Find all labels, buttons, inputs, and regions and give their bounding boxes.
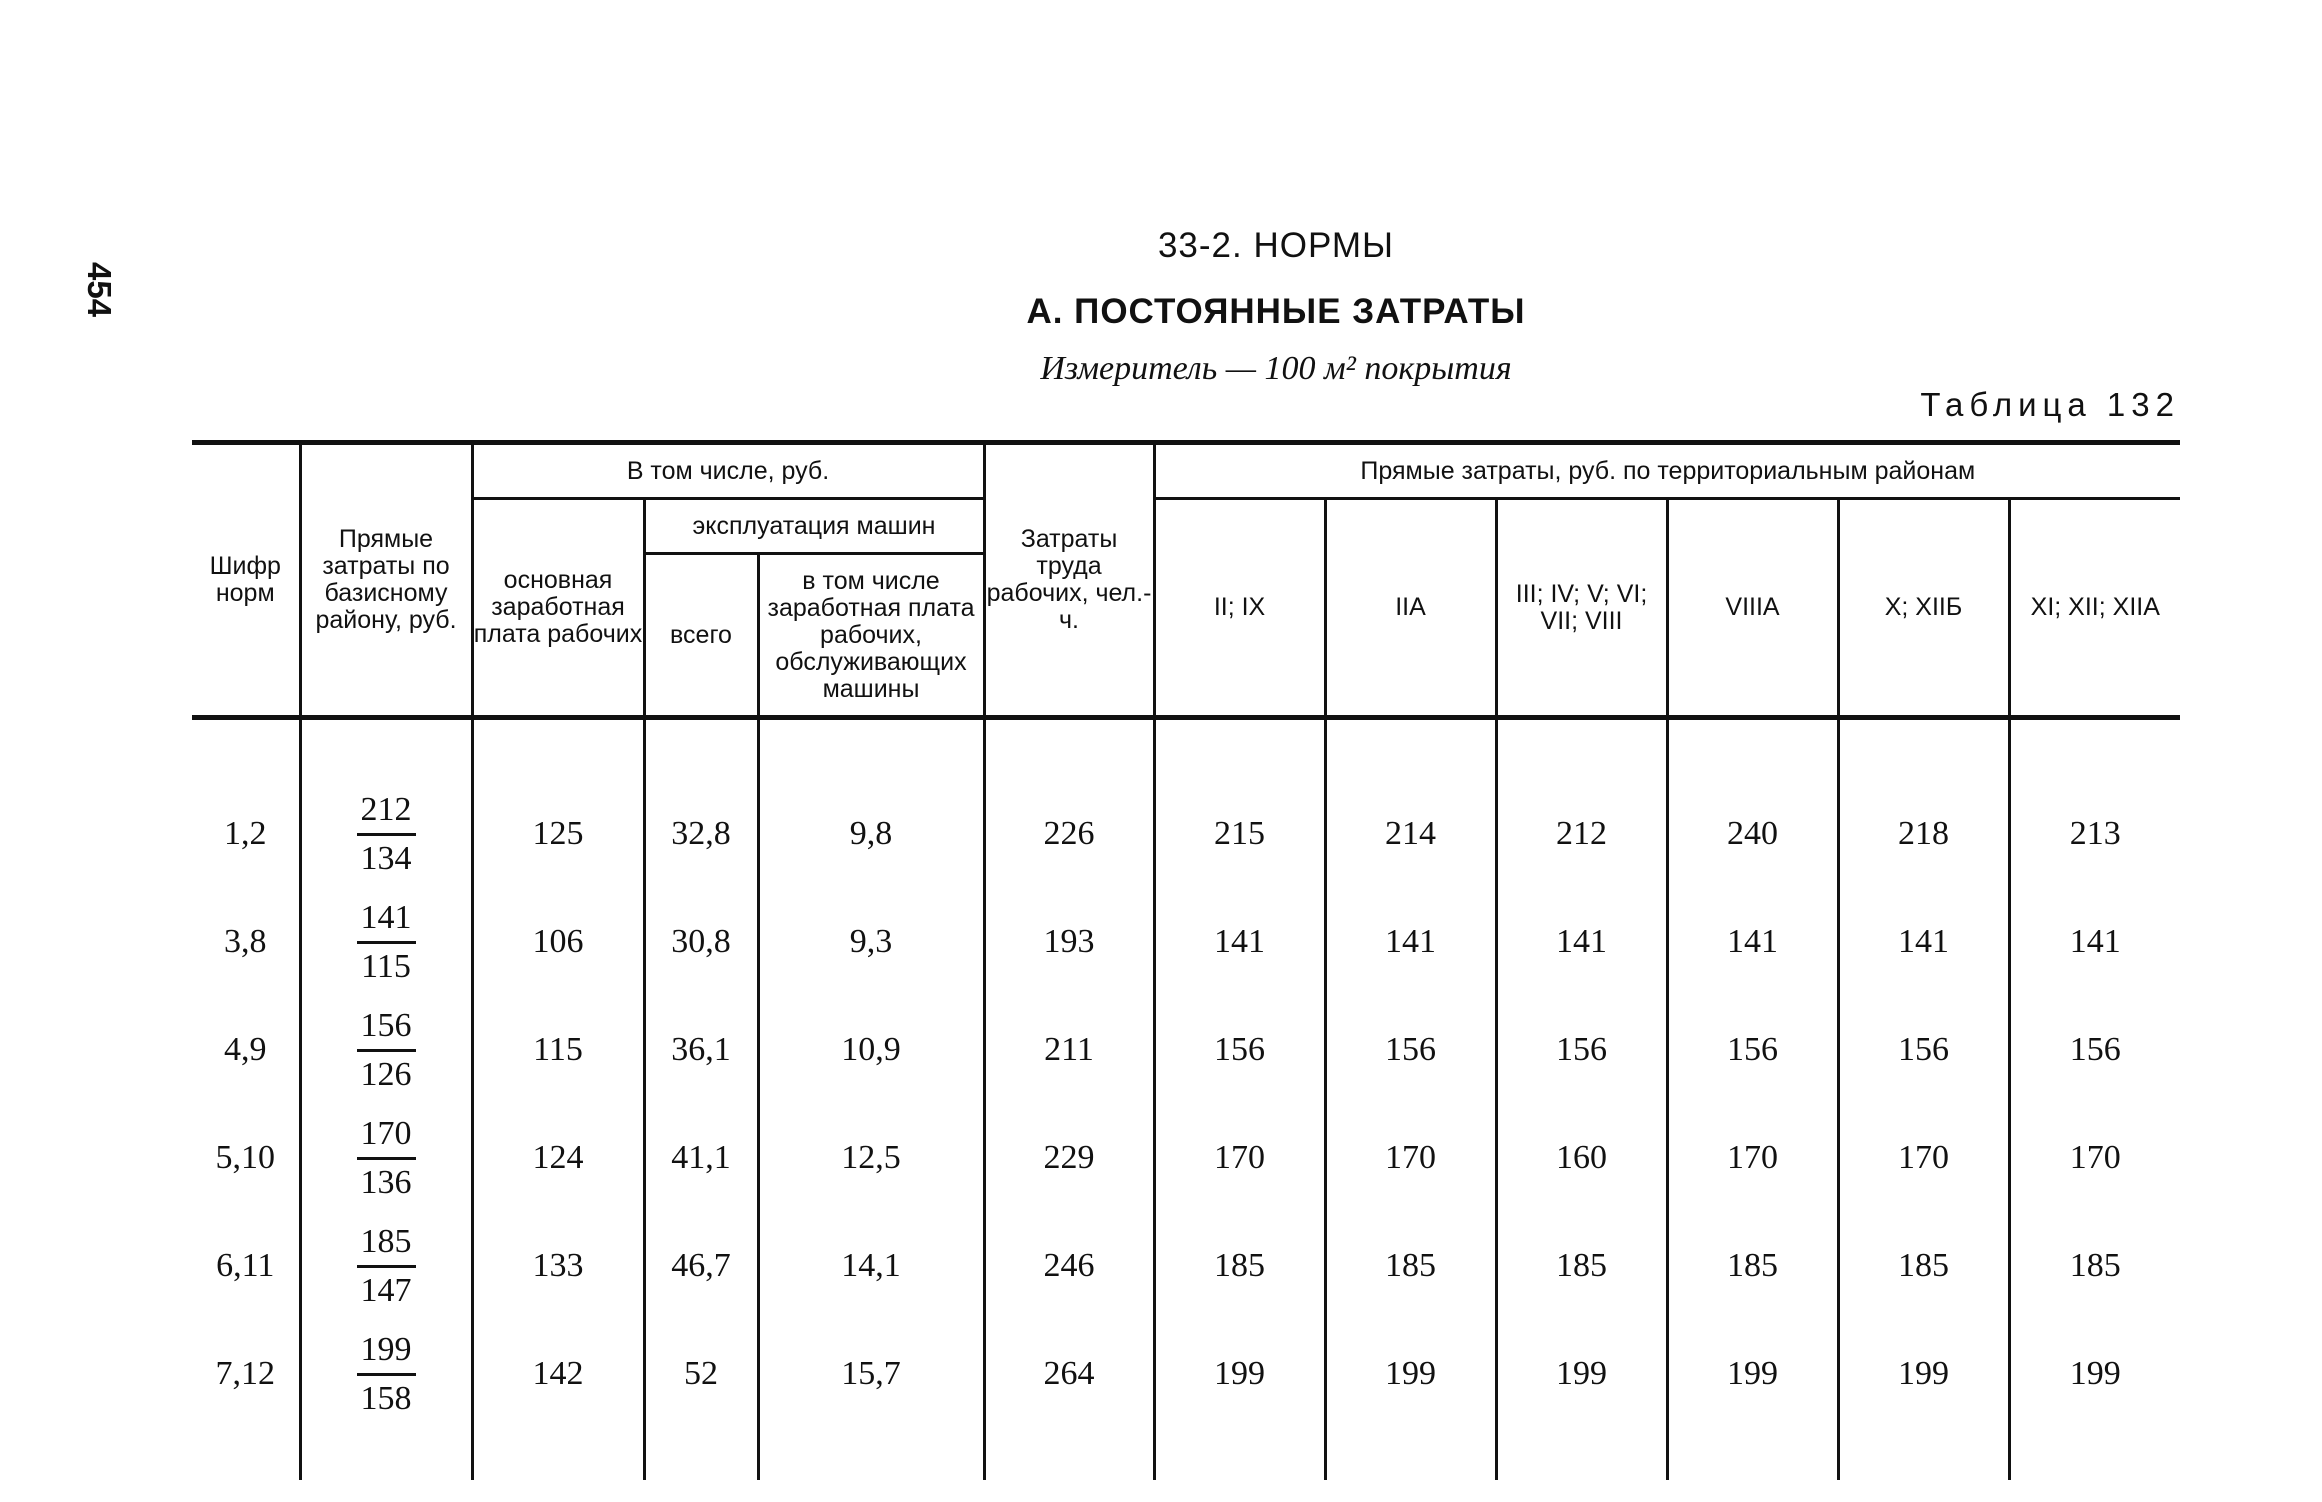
cell-region: 170 [2009,1104,2180,1212]
direct-numerator: 185 [357,1219,416,1268]
cell-labor: 211 [984,996,1154,1104]
header-direct-costs-base: Прямые затраты по базисному району, руб. [300,443,472,718]
cell-region: 213 [2009,718,2180,889]
cell-region: 185 [1838,1212,2009,1320]
cell-code: 4,9 [192,996,300,1104]
cell-labor: 226 [984,718,1154,889]
header-including: В том числе, руб. [472,443,984,499]
cell-region: 156 [1325,996,1496,1104]
cell-region: 215 [1154,718,1325,889]
cell-labor: 229 [984,1104,1154,1212]
cell-region: 141 [1667,888,1838,996]
cell-labor: 246 [984,1212,1154,1320]
empty-cell [1838,1428,2009,1480]
empty-cell [758,1428,984,1480]
empty-cell [1496,1428,1667,1480]
direct-numerator: 141 [357,895,416,944]
cell-region: 141 [1838,888,2009,996]
header-machine-total: всего [644,554,758,718]
cell-region: 199 [1667,1320,1838,1428]
header-code: Шифр норм [192,443,300,718]
cell-region: 218 [1838,718,2009,889]
cell-labor: 264 [984,1320,1154,1428]
cell-direct-costs [300,1104,472,1212]
empty-cell [1154,1428,1325,1480]
table-row [192,718,2180,889]
cell-region: 170 [1838,1104,2009,1212]
direct-denominator: 158 [360,1379,412,1417]
direct-denominator: 136 [360,1163,412,1201]
empty-cell [984,1428,1154,1480]
cell-direct-costs [300,996,472,1104]
cell-region: 170 [1325,1104,1496,1212]
cell-machine-total: 32,8 [644,718,758,889]
header-base-wage: основная заработная плата рабочих [472,499,644,718]
header-regional: Прямые затраты, руб. по территориальным районам [1154,443,2180,499]
cell-region: 185 [1496,1212,1667,1320]
direct-numerator: 199 [357,1327,416,1376]
cell-direct-costs [300,718,472,889]
header-region: VIIIА [1667,499,1838,718]
table-row [192,888,2180,996]
cell-region: 199 [2009,1320,2180,1428]
empty-cell [1325,1428,1496,1480]
cell-machine-total: 52 [644,1320,758,1428]
cell-base-wage: 142 [472,1320,644,1428]
cell-machine-wage: 10,9 [758,996,984,1104]
cell-base-wage: 115 [472,996,644,1104]
table-row [192,1212,2180,1320]
empty-cell [300,1428,472,1480]
cell-machine-wage: 14,1 [758,1212,984,1320]
table-row [192,1320,2180,1428]
empty-cell [472,1428,644,1480]
direct-denominator: 115 [361,947,411,985]
empty-cell [192,1428,300,1480]
cell-machine-wage: 15,7 [758,1320,984,1428]
cell-machine-wage: 12,5 [758,1104,984,1212]
cell-region: 170 [1154,1104,1325,1212]
cell-region: 156 [1838,996,2009,1104]
empty-cell [2009,1428,2180,1480]
cell-region: 170 [1667,1104,1838,1212]
cell-region: 141 [1325,888,1496,996]
cell-region: 141 [1496,888,1667,996]
cell-base-wage: 133 [472,1212,644,1320]
cell-region: 156 [1496,996,1667,1104]
direct-numerator: 170 [357,1111,416,1160]
sub-title: А. ПОСТОЯННЫЕ ЗАТРАТЫ [1026,292,1526,331]
cell-code: 7,12 [192,1320,300,1428]
cell-direct-costs [300,1212,472,1320]
section-title: 33-2. НОРМЫ [1157,226,1395,265]
cell-region: 199 [1838,1320,2009,1428]
direct-denominator: 126 [360,1055,412,1093]
norms-table [192,440,2180,1480]
cell-machine-total: 36,1 [644,996,758,1104]
table-label: Таблица 132 [1920,386,2180,423]
measure-unit: Измеритель — 100 м² покрытия [1040,350,1512,387]
direct-numerator: 156 [357,1003,416,1052]
cell-direct-costs [300,888,472,996]
cell-code: 3,8 [192,888,300,996]
cell-code: 1,2 [192,718,300,889]
header-region: III; IV; V; VI; VII; VIII [1496,499,1667,718]
cell-machine-total: 30,8 [644,888,758,996]
cell-region: 185 [1154,1212,1325,1320]
cell-region: 185 [2009,1212,2180,1320]
header-region: XI; XII; XIIА [2009,499,2180,718]
cell-region: 156 [1154,996,1325,1104]
empty-cell [644,1428,758,1480]
direct-denominator: 134 [360,839,412,877]
cell-machine-wage: 9,8 [758,718,984,889]
table-row [192,1104,2180,1212]
cell-region: 160 [1496,1104,1667,1212]
cell-region: 199 [1154,1320,1325,1428]
cell-region: 141 [2009,888,2180,996]
table-row [192,996,2180,1104]
cell-region: 212 [1496,718,1667,889]
cell-region: 156 [2009,996,2180,1104]
cell-code: 6,11 [192,1212,300,1320]
cell-region: 185 [1667,1212,1838,1320]
header-labor: Затраты труда рабочих, чел.-ч. [984,443,1154,718]
cell-base-wage: 106 [472,888,644,996]
table-tail-row [192,1428,2180,1480]
direct-numerator: 212 [357,787,416,836]
cell-direct-costs [300,1320,472,1428]
empty-cell [1667,1428,1838,1480]
cell-code: 5,10 [192,1104,300,1212]
cell-region: 199 [1325,1320,1496,1428]
cell-base-wage: 124 [472,1104,644,1212]
cell-region: 214 [1325,718,1496,889]
header-machine-wage: в том числе заработная плата рабочих, обслуживающих машины [758,554,984,718]
cell-region: 199 [1496,1320,1667,1428]
cell-machine-total: 41,1 [644,1104,758,1212]
header-region: II; IX [1154,499,1325,718]
cell-region: 141 [1154,888,1325,996]
cell-machine-total: 46,7 [644,1212,758,1320]
cell-labor: 193 [984,888,1154,996]
header-region: X; XIIБ [1838,499,2009,718]
cell-base-wage: 125 [472,718,644,889]
cell-machine-wage: 9,3 [758,888,984,996]
header-region: IIА [1325,499,1496,718]
cell-region: 185 [1325,1212,1496,1320]
direct-denominator: 147 [360,1271,412,1309]
page-number: 454 [81,262,118,318]
header-machine-operation: эксплуатация машин [644,499,984,554]
cell-region: 240 [1667,718,1838,889]
cell-region: 156 [1667,996,1838,1104]
